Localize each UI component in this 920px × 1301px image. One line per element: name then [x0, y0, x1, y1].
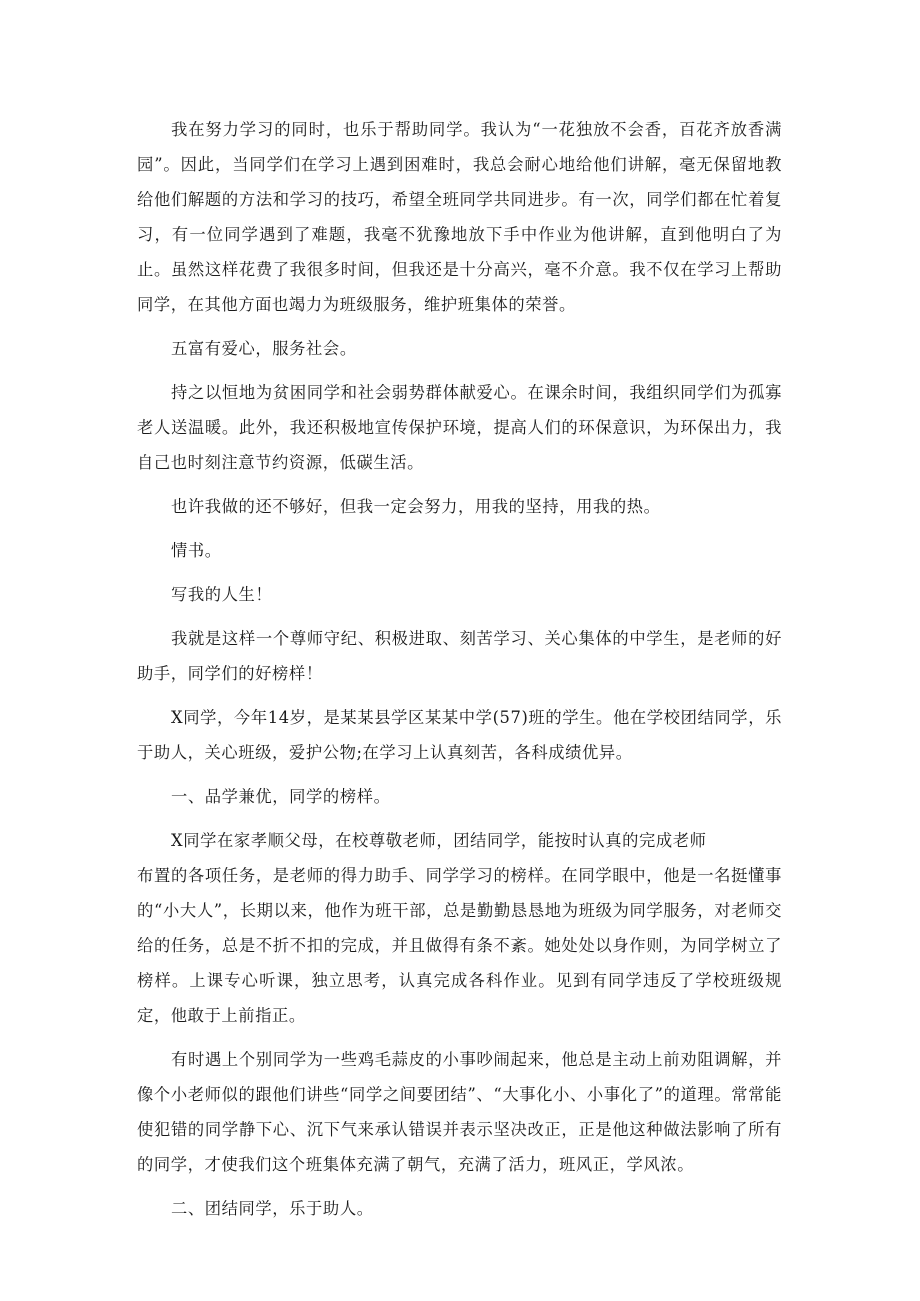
paragraph-write-my-life: 写我的人生！ — [171, 585, 273, 604]
paragraph-class-leader: 布置的各项任务，是老师的得力助手、同学学习的榜样。在同学眼中，他是一名挺懂事的“小大人”，长期以来，他作为班干部，总是勤勤恳恳地为班级为同学服务，对老师交给的任务，总是不折不扣的完成，并且做得有条不紊。她处处以身作则，为同学树立了榜样。上课专心听课，独立思考，认真完成各科作业。见到有同学违反了学校班级规定，他敢于上前指正。 — [137, 866, 782, 1025]
paragraph-helping-classmates: 我在努力学习的同时，也乐于帮助同学。我认为“一花独放不会香，百花齐放香满园”。因此，当同学们在学习上遇到困难时，我总会耐心地给他们讲解，毫无保留地教给他们解题的方法和学习的技巧，希望全班同学共同进步。有一次，同学们都在忙着复习，有一位同学遇到了难题，我毫不犹豫地放下手中作业为他讲解，直到他明白了为止。虽然这样花费了我很多时间，但我还是十分高兴，毫不介意。我不仅在学习上帮助同学，在其他方面也竭力为班级服务，维护班集体的荣誉。 — [137, 120, 782, 314]
heading-caring-serving-society: 五富有爱心，服务社会。 — [171, 339, 357, 358]
document-page — [137, 112, 782, 1235]
heading-excellent-character: 一、品学兼优，同学的榜样。 — [171, 787, 391, 806]
heading-unity-helping: 二、团结同学，乐于助人。 — [171, 1199, 374, 1218]
paragraph-filial-respect: X同学在家孝顺父母，在校尊敬老师，团结同学，能按时认真的完成老师 — [171, 831, 707, 850]
paragraph-student-intro: X同学，今年14岁，是某某县学区某某中学(57)班的学生。他在学校团结同学，乐于助人，关心班级，爱护公物;在学习上认真刻苦，各科成绩优异。 — [137, 708, 782, 762]
paragraph-mediating-disputes: 有时遇上个别同学为一些鸡毛蒜皮的小事吵闹起来，他总是主动上前劝阻调解，并像个小老师似的跟他们讲些“同学之间要团结”、“大事化小、小事化了”的道理。常常能使犯错的同学静下心、沉下气来承认错误并表示坚决改正，正是他这种做法影响了所有的同学，才使我们这个班集体充满了朝气，充满了活力，班风正，学风浓。 — [137, 1050, 782, 1174]
paragraph-summary: 我就是这样一个尊师守纪、积极进取、刻苦学习、关心集体的中学生，是老师的好助手，同学们的好榜样！ — [137, 629, 782, 683]
paragraph-charity: 持之以恒地为贫困同学和社会弱势群体献爱心。在课余时间，我组织同学们为孤寡老人送温暖。此外，我还积极地宣传保护环境，提高人们的环保意识，为环保出力，我自己也时刻注意节约资源，低碳生活。 — [137, 383, 782, 472]
paragraph-commitment: 也许我做的还不够好，但我一定会努力，用我的坚持，用我的热。 — [171, 497, 661, 516]
paragraph-love-letter: 情书。 — [171, 541, 222, 560]
